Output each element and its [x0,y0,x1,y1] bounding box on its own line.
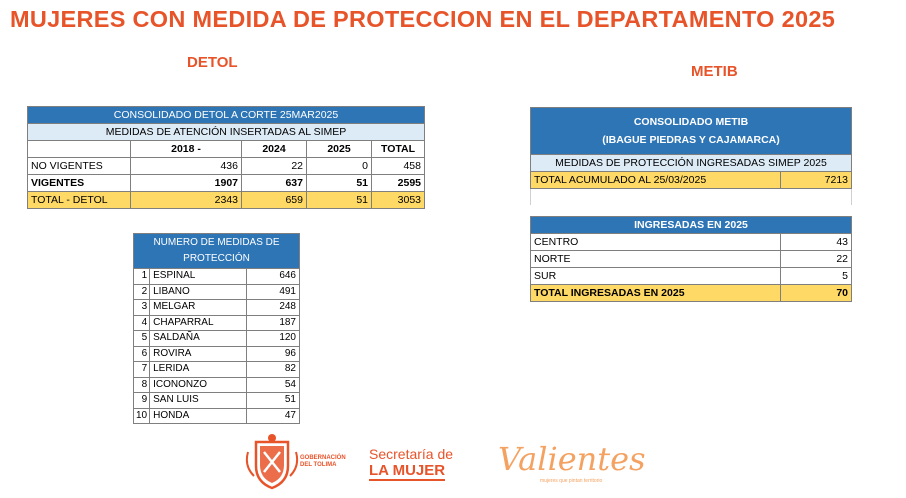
table-row [134,331,300,347]
table-row [134,269,300,285]
municipality-name: SALDAÑA [150,331,247,347]
metib-header [531,108,852,155]
valientes-logo: Valientes [498,440,646,478]
column-header: TOTAL [372,141,425,158]
medidas-header-line2: PROTECCIÓN [183,253,250,264]
cell-value: 120 [247,331,300,347]
cell-value: 96 [247,346,300,362]
cell-value: 3053 [372,192,425,209]
table-row [134,377,300,393]
row-label: NO VIGENTES [28,158,131,175]
row-label: SUR [531,268,781,285]
row-label: TOTAL ACUMULADO AL 25/03/2025 [531,172,781,189]
metib-table [530,107,852,205]
metib-subtitle: MEDIDAS DE PROTECCIÓN INGRESADAS SIMEP 2025 [531,155,852,172]
detol-header-row [28,141,425,158]
row-label: VIGENTES [28,175,131,192]
medidas-header [134,234,300,269]
cell-value: 51 [307,175,372,192]
page-title: MUJERES CON MEDIDA DE PROTECCION EN EL DEPARTAMENTO 2025 [10,6,836,32]
gob-line1: GOBERNACIÓN [300,455,346,461]
table-row [134,346,300,362]
detol-table-title: CONSOLIDADO DETOL A CORTE 25MAR2025 [28,107,425,124]
table-row [531,251,852,268]
cell-value: 0 [307,158,372,175]
column-header: 2018 - [131,141,242,158]
table-row [134,408,300,424]
detol-table-subtitle: MEDIDAS DE ATENCIÓN INSERTADAS AL SIMEP [28,124,425,141]
ingresadas-header: INGRESADAS EN 2025 [531,217,852,234]
cell-value: 82 [247,362,300,378]
metib-header-line1: CONSOLIDADO METIB [633,116,749,128]
row-index: 10 [134,408,150,424]
medidas-header-line1: NUMERO DE MEDIDAS DE [153,237,280,248]
cell-value: 187 [247,315,300,331]
table-row [134,393,300,409]
cell-value: 5 [781,268,852,285]
cell-value: 7213 [781,172,852,189]
table-row [28,175,425,192]
gobernacion-shield-logo [242,432,302,492]
row-index: 9 [134,393,150,409]
municipality-name: ROVIRA [150,346,247,362]
cell-value: 22 [781,251,852,268]
table-row [134,315,300,331]
table-row [134,284,300,300]
detol-table [27,106,425,209]
municipality-name: MELGAR [150,300,247,316]
row-index: 3 [134,300,150,316]
municipality-name: ICONONZO [150,377,247,393]
cell-value: 1907 [131,175,242,192]
row-label: NORTE [531,251,781,268]
cell-value: 43 [781,234,852,251]
row-label: CENTRO [531,234,781,251]
table-row [531,234,852,251]
metib-section-title: METIB [691,63,738,80]
valientes-subtitle: mujeres que pintan territorio [540,478,603,484]
cell-value: 436 [131,158,242,175]
municipality-name: LERIDA [150,362,247,378]
secretaria-logo [369,446,453,479]
row-index: 4 [134,315,150,331]
column-header: 2024 [242,141,307,158]
cell-value: 47 [247,408,300,424]
row-index: 6 [134,346,150,362]
table-total-row [28,192,425,209]
column-header [28,141,131,158]
row-index: 8 [134,377,150,393]
municipality-name: HONDA [150,408,247,424]
table-row [134,362,300,378]
row-label: TOTAL - DETOL [28,192,131,209]
cell-value: 51 [307,192,372,209]
spacer-row [531,189,852,206]
cell-value: 458 [372,158,425,175]
cell-value: 22 [242,158,307,175]
metib-total-row [531,172,852,189]
column-header: 2025 [307,141,372,158]
cell-value: 54 [247,377,300,393]
cell-value: 659 [242,192,307,209]
cell-value: 70 [781,285,852,302]
gobernacion-text [300,455,346,469]
table-row [134,300,300,316]
municipality-name: CHAPARRAL [150,315,247,331]
cell-value: 248 [247,300,300,316]
sec-line2: LA MUJER [369,462,446,479]
gob-line2: DEL TOLIMA [300,462,337,468]
municipality-name: LIBANO [150,284,247,300]
cell-value: 2343 [131,192,242,209]
ingresadas-total-row [531,285,852,302]
table-row [28,158,425,175]
row-index: 1 [134,269,150,285]
table-row [531,268,852,285]
ingresadas-table [530,216,852,302]
cell-value: 637 [242,175,307,192]
sec-line1: Secretaría de [369,446,454,462]
row-index: 2 [134,284,150,300]
medidas-table [133,233,300,424]
cell-value: 646 [247,269,300,285]
cell-value: 2595 [372,175,425,192]
row-label: TOTAL INGRESADAS EN 2025 [531,285,781,302]
municipality-name: ESPINAL [150,269,247,285]
cell-value: 491 [247,284,300,300]
municipality-name: SAN LUIS [150,393,247,409]
metib-header-line2: (IBAGUE PIEDRAS Y CAJAMARCA) [602,134,780,146]
row-index: 5 [134,331,150,347]
row-index: 7 [134,362,150,378]
cell-value: 51 [247,393,300,409]
detol-section-title: DETOL [187,54,238,71]
